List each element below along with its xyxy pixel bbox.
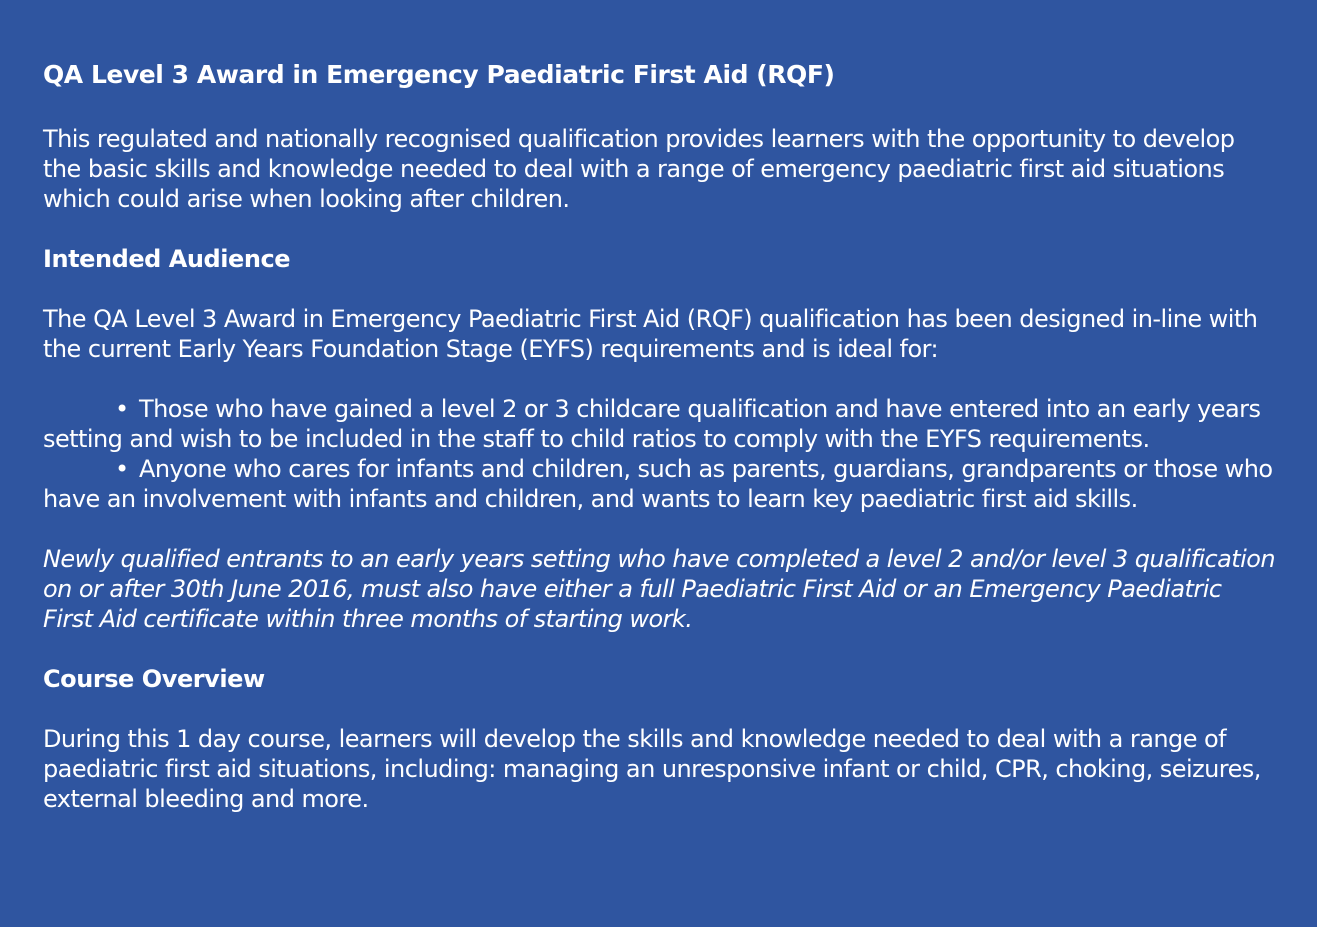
course-overview-paragraph: During this 1 day course, learners will develop the skills and knowledge needed to deal with a range of paediatric first aid situations, including: managing an unresponsive infant or child, CPR, choking, seizures, external bleeding and more.: [43, 725, 1261, 813]
list-item-text: Those who have gained a level 2 or 3 childcare qualification and have entered into an early years setting and wish to be included in the staff to child ratios to comply with the EYFS requirements.: [43, 395, 1261, 453]
list-item: [43, 454, 1277, 514]
list-item-text: Anyone who cares for infants and children, such as parents, guardians, grandparents or those who have an involvement with infants and children, and wants to learn key paediatric first aid skills.: [43, 455, 1273, 513]
list-item: [43, 394, 1277, 454]
page-title: QA Level 3 Award in Emergency Paediatric First Aid (RQF): [43, 60, 835, 89]
course-overview-heading: Course Overview: [43, 665, 265, 693]
intro-paragraph: This regulated and nationally recognised qualification provides learners with the opportunity to develop the basic skills and knowledge needed to deal with a range of emergency paediatric first aid situations which could arise when looking after children.: [43, 125, 1235, 213]
bullet-icon: •: [115, 395, 129, 423]
intended-audience-paragraph: The QA Level 3 Award in Emergency Paediatric First Aid (RQF) qualification has been designed in-line with the current Early Years Foundation Stage (EYFS) requirements and is ideal for:: [43, 305, 1258, 363]
intended-audience-heading: Intended Audience: [43, 245, 291, 273]
eyfs-note: Newly qualified entrants to an early years setting who have completed a level 2 and/or level 3 qualification on or after 30th June 2016, must also have either a full Paediatric First Aid or an Emergency Paediatric First Aid certificate within three months of starting work.: [43, 545, 1276, 633]
audience-bullet-list: [43, 394, 1277, 514]
bullet-icon: •: [115, 455, 129, 483]
